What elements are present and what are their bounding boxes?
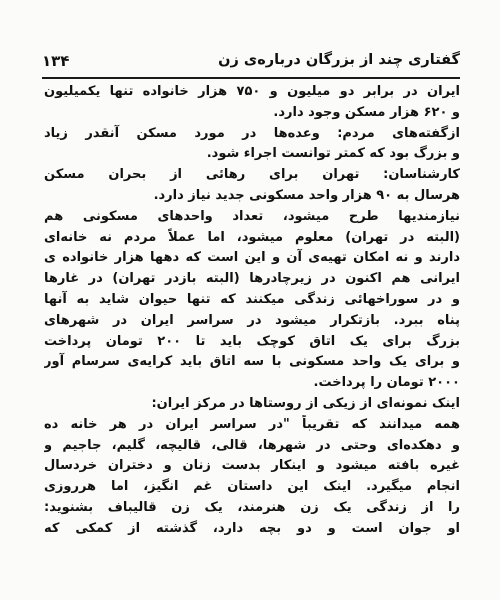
text-line: نیازمندیها طرح میشود، تعداد واحدهای مسکونی هم: [44, 208, 460, 224]
page-header: [42, 50, 460, 76]
text-line: ایران در برابر دو میلیون و ۷۵۰ هزار خانواده تنها یکمیلیون: [44, 84, 460, 99]
text-line: کارشناسان: تهران برای رهائی از بحران مسکن: [44, 167, 460, 183]
text-line: و ۶۲۰ هزار مسکن وجود دارد.: [273, 104, 460, 120]
running-title: گفتاری چند از بزرگان درباره‌ی زن: [218, 52, 460, 68]
text-line: غیره بافته میشود و اینکار بدست زنان و دختران خردسال: [44, 458, 460, 474]
text-line: او جوان است و دو بچه دارد، گذشته از کمکی که: [44, 520, 460, 536]
body-text: [44, 82, 460, 540]
text-line: و در سوراخهائی زندگی میکنند که تنها حیوان شاید به آنها: [44, 291, 460, 307]
text-line: بزرگ برای یک اتاق کوچک باید تا ۲۰۰ تومان پرداخت: [44, 333, 460, 349]
text-line: (البته در تهران) معلوم میشود، اما عملاً مردم نه خانه‌ای: [44, 229, 460, 245]
text-line: پناه ببرد. بازتکرار میشود در سراسر ایران در شهرهای: [44, 312, 460, 328]
text-line: دارند و نه امکان تهیه‌ی آن و این است که دهها هزار خانواده ی: [44, 250, 460, 266]
text-line: و بزرگ بود که کمتر توانست اجراء شود.: [206, 146, 460, 162]
text-line: اینک نمونه‌ای از زیکی از روستاها در مرکز ایران:: [151, 395, 460, 411]
text-line: همه میدانند که تقریباً "در سراسر ایران در هر خانه ده: [44, 416, 460, 432]
header-rule: [42, 77, 460, 79]
text-line: ۲۰۰۰ تومان را پرداخت.: [313, 375, 460, 391]
text-line: انجام میگیرد. اینک این داستان غم انگیز، اما هرروزی: [44, 479, 460, 495]
text-line: ایرانی هم اکنون در زیرچادرها (البته بازدر تهران) در غارها: [44, 271, 460, 287]
text-line: هرسال به ۹۰ هزار واحد مسکونی جدید نیاز دارد.: [153, 187, 460, 203]
text-line: ازگفته‌های مردم: وعده‌ها در مورد مسکن آنقدر زیاد: [44, 125, 460, 141]
page-number: ۱۳۴: [42, 52, 70, 70]
text-line: و دهکده‌ای وحتی در شهرها، قالی، قالیچه، گلیم، جاجیم و: [44, 437, 460, 453]
text-line: و برای یک واحد مسکونی با سه اتاق باید کرایه‌ی سرسام آور: [44, 354, 460, 370]
text-line: را از زندگی یک زن هنرمند، یک زن قالیباف بشنوید:: [44, 499, 460, 515]
